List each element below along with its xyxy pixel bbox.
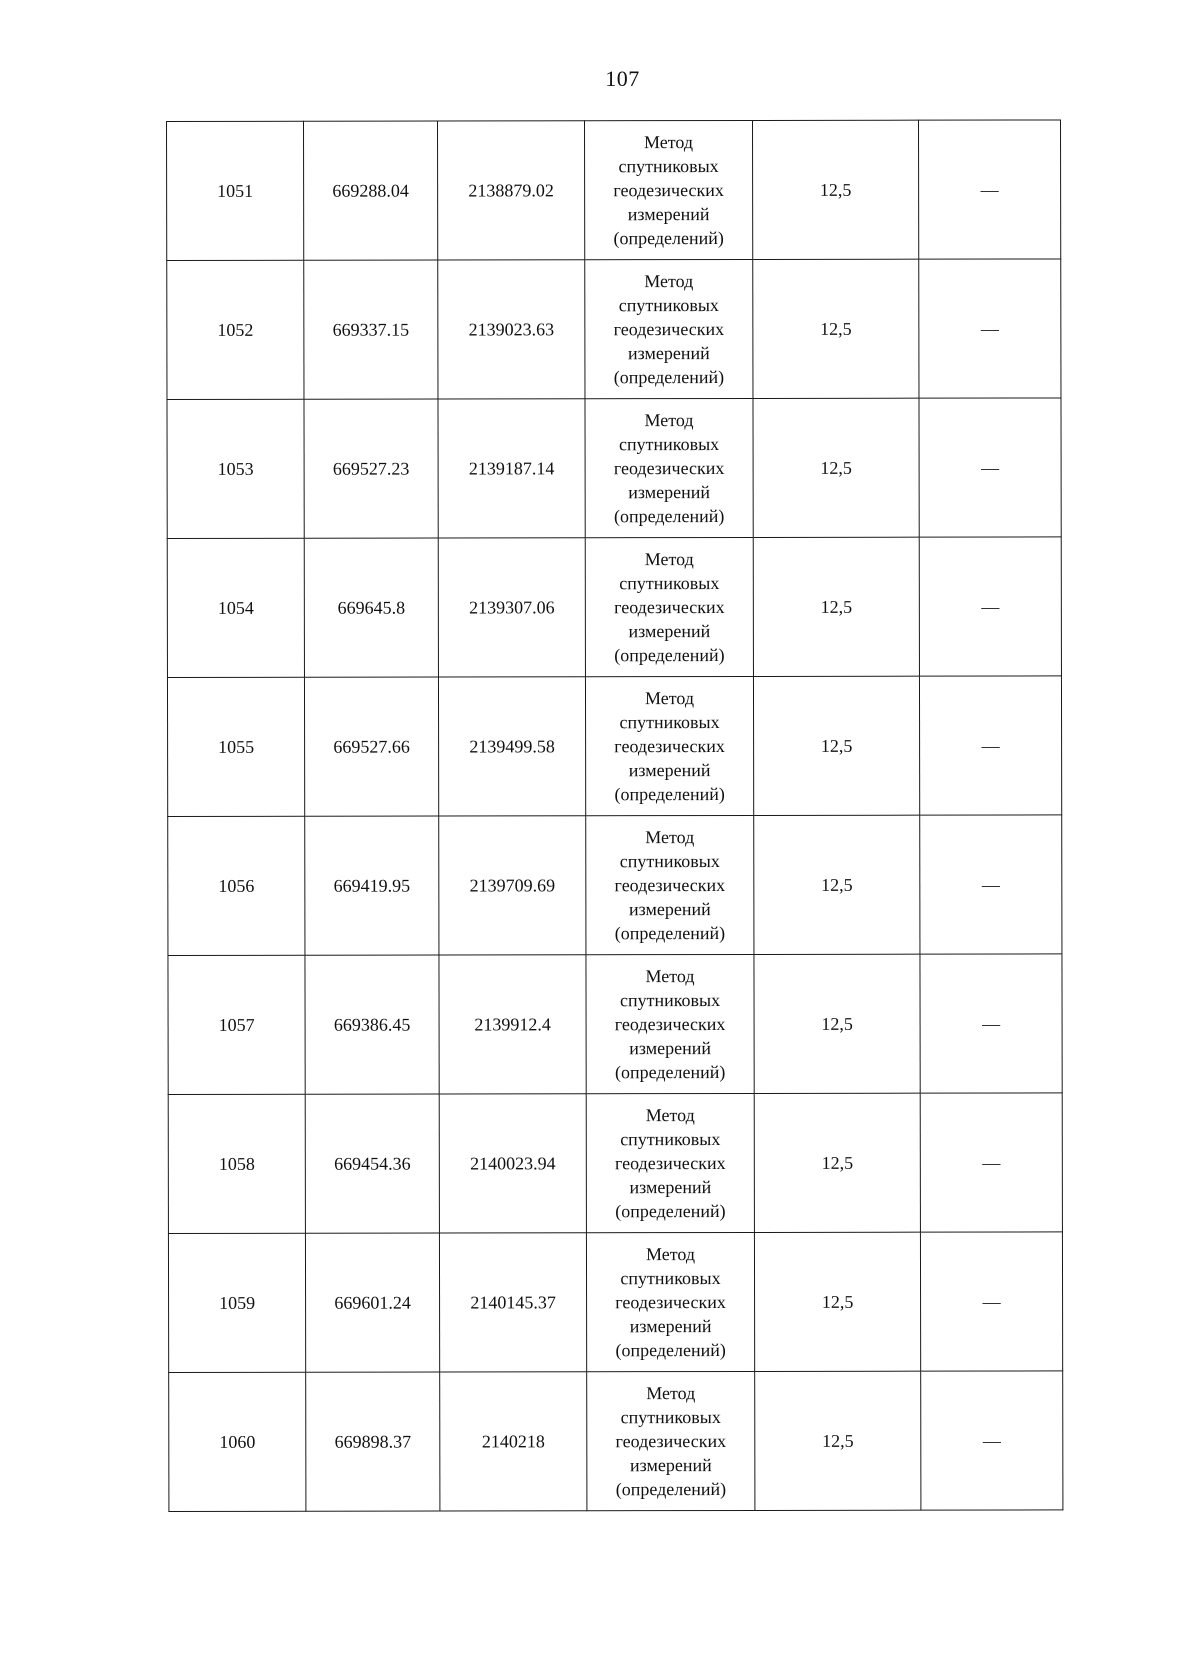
accuracy-cell: 12,5 <box>754 1232 920 1371</box>
accuracy-cell: 12,5 <box>754 954 920 1093</box>
method-line: Метод <box>645 1105 695 1126</box>
method-line: геодезических <box>613 319 725 340</box>
method-line: спутниковых <box>618 156 719 177</box>
method-line: спутниковых <box>619 712 720 733</box>
dash-placeholder: — <box>980 318 999 339</box>
y-coordinate-cell: 2139499.58 <box>438 677 585 816</box>
method-line: спутниковых <box>619 851 720 872</box>
x-coordinate-cell: 669898.37 <box>306 1372 440 1511</box>
point-number-cell: 1057 <box>168 955 305 1094</box>
y-coordinate-cell: 2140145.37 <box>439 1233 586 1372</box>
dash-placeholder: — <box>982 1152 1001 1173</box>
accuracy-cell: 12,5 <box>754 1093 920 1232</box>
y-coordinate-cell: 2138879.02 <box>438 121 585 260</box>
y-coordinate-cell: 2140023.94 <box>439 1094 586 1233</box>
method-cell <box>586 1093 754 1232</box>
x-coordinate-cell: 669419.95 <box>305 816 439 955</box>
x-coordinate-cell: 669386.45 <box>305 955 439 1094</box>
point-number-cell: 1052 <box>167 260 304 399</box>
point-number-cell: 1058 <box>168 1094 305 1233</box>
table-row <box>167 537 1061 678</box>
table-row <box>167 120 1061 261</box>
description-cell <box>919 398 1061 537</box>
description-cell <box>919 537 1061 676</box>
method-line: (определений) <box>614 923 726 944</box>
method-line: Метод <box>645 966 695 987</box>
dash-placeholder: — <box>981 457 1000 478</box>
description-cell <box>918 120 1060 259</box>
accuracy-cell: 12,5 <box>753 259 919 398</box>
page-number: 107 <box>605 66 640 91</box>
method-line: (определений) <box>615 1479 727 1500</box>
method-line: геодезических <box>614 875 726 896</box>
dash-placeholder: — <box>982 1291 1001 1312</box>
method-line: Метод <box>646 1383 696 1404</box>
point-number-cell: 1056 <box>168 816 305 955</box>
accuracy-cell: 12,5 <box>753 398 919 537</box>
x-coordinate-cell: 669601.24 <box>305 1233 439 1372</box>
y-coordinate-cell: 2139023.63 <box>438 260 585 399</box>
method-line: спутниковых <box>618 434 720 455</box>
method-line: измерений <box>628 899 711 920</box>
method-line: геодезических <box>615 1153 726 1174</box>
accuracy-cell: 12,5 <box>754 815 920 954</box>
x-coordinate-cell: 669337.15 <box>304 260 438 399</box>
dash-placeholder: — <box>981 874 1000 895</box>
description-cell <box>920 1232 1062 1371</box>
dash-placeholder: — <box>982 1430 1001 1451</box>
point-number-cell: 1055 <box>167 677 304 816</box>
method-line: спутниковых <box>619 990 721 1011</box>
method-line: измерений <box>629 1038 712 1059</box>
method-line: геодезических <box>615 1292 726 1313</box>
method-line: Метод <box>644 549 694 570</box>
description-cell <box>919 676 1061 815</box>
dash-placeholder: — <box>982 1013 1001 1034</box>
method-cell <box>585 537 753 676</box>
accuracy-cell: 12,5 <box>753 676 919 815</box>
point-number-cell: 1051 <box>167 121 304 260</box>
method-cell <box>586 954 754 1093</box>
table-row <box>169 1371 1063 1512</box>
method-line: Метод <box>645 1244 696 1265</box>
table-row <box>167 398 1061 539</box>
method-line: геодезических <box>614 1014 726 1035</box>
method-line: геодезических <box>613 458 725 479</box>
y-coordinate-cell: 2139709.69 <box>439 816 586 955</box>
table-row <box>168 815 1062 956</box>
point-number-cell: 1059 <box>168 1233 305 1372</box>
description-cell <box>919 259 1061 398</box>
x-coordinate-cell: 669454.36 <box>305 1094 439 1233</box>
accuracy-cell: 12,5 <box>753 537 919 676</box>
table-row <box>167 676 1061 817</box>
method-line: геодезических <box>615 1431 727 1452</box>
point-number-cell: 1053 <box>167 399 304 538</box>
accuracy-cell: 12,5 <box>753 120 919 259</box>
x-coordinate-cell: 669645.8 <box>304 538 438 677</box>
dash-placeholder: — <box>981 735 1000 756</box>
method-cell <box>585 259 753 398</box>
method-line: спутниковых <box>619 573 720 594</box>
method-line: спутниковых <box>620 1129 721 1150</box>
method-line: спутниковых <box>620 1407 721 1428</box>
x-coordinate-cell: 669527.23 <box>304 399 438 538</box>
method-line: измерений <box>629 1455 712 1476</box>
description-cell <box>921 1371 1063 1510</box>
description-cell <box>920 954 1062 1093</box>
method-line: (определений) <box>614 1062 726 1083</box>
method-line: (определений) <box>615 1340 726 1361</box>
method-line: (определений) <box>614 784 725 805</box>
method-cell <box>585 120 753 259</box>
method-line: Метод <box>644 688 695 709</box>
table-row <box>168 1093 1062 1234</box>
y-coordinate-cell: 2140218 <box>440 1372 587 1511</box>
method-line: Метод <box>644 410 694 431</box>
method-line: геодезических <box>614 736 725 757</box>
method-line: геодезических <box>614 597 725 618</box>
coordinates-table-body <box>167 120 1063 1512</box>
method-cell <box>587 1371 755 1510</box>
accuracy-cell: 12,5 <box>755 1371 921 1510</box>
method-cell <box>585 676 753 815</box>
method-line: измерений <box>628 760 711 781</box>
method-line: геодезических <box>613 180 724 201</box>
dash-placeholder: — <box>980 179 999 200</box>
method-line: измерений <box>629 1316 712 1337</box>
method-line: (определений) <box>613 228 724 249</box>
point-number-cell: 1054 <box>167 538 304 677</box>
method-line: Метод <box>645 827 695 848</box>
y-coordinate-cell: 2139187.14 <box>438 399 585 538</box>
method-line: (определений) <box>614 645 725 666</box>
table-row <box>167 259 1061 400</box>
method-line: измерений <box>627 343 710 364</box>
method-line: Метод <box>644 271 694 292</box>
method-line: (определений) <box>615 1201 726 1222</box>
method-line: измерений <box>629 1177 712 1198</box>
x-coordinate-cell: 669527.66 <box>304 677 438 816</box>
dash-placeholder: — <box>981 596 1000 617</box>
y-coordinate-cell: 2139912.4 <box>439 955 586 1094</box>
method-line: спутниковых <box>618 295 719 316</box>
table-row <box>168 1232 1062 1373</box>
y-coordinate-cell: 2139307.06 <box>438 538 585 677</box>
method-line: (определений) <box>613 367 725 388</box>
method-line: (определений) <box>613 506 725 527</box>
coordinates-table <box>166 119 1063 1512</box>
method-line: измерений <box>628 621 711 642</box>
point-number-cell: 1060 <box>169 1372 306 1511</box>
method-line: измерений <box>627 204 710 225</box>
description-cell <box>920 1093 1062 1232</box>
method-line: спутниковых <box>620 1268 721 1289</box>
table-row <box>168 954 1062 1095</box>
method-line: Метод <box>644 132 694 153</box>
method-line: измерений <box>628 482 711 503</box>
x-coordinate-cell: 669288.04 <box>304 121 438 260</box>
method-cell <box>586 815 754 954</box>
method-cell <box>585 398 753 537</box>
description-cell <box>920 815 1062 954</box>
method-cell <box>586 1232 754 1371</box>
